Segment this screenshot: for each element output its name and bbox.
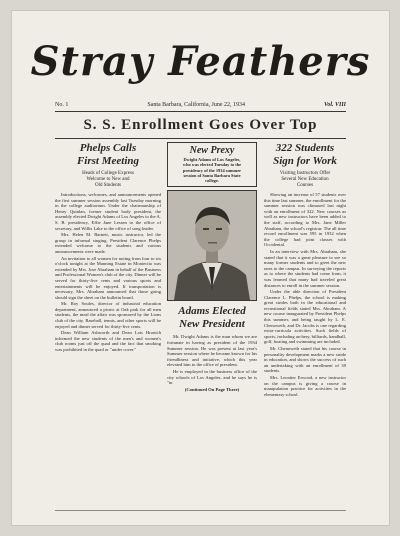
right-title-line: 322 Students	[275, 142, 335, 154]
right-subhead	[264, 171, 346, 189]
box-line: session of Santa Barbara State	[183, 172, 241, 178]
left-title-line: Phelps Calls	[79, 142, 137, 154]
right-subhead-line: Visiting Instructors Offer	[279, 171, 331, 176]
middle-column	[167, 142, 257, 392]
right-paragraph: In an interview with Mrs. Abraham, she stated that it was a great pleasure to see so many former students and to greet the new ones to the campus. In surveying the reports as to where the students had come from, it was learned that many had traveled great distances to enroll in the summer session.	[264, 248, 346, 288]
mid-paragraph: He is employed in the business office of the city schools of Los Angeles, and he says he is "in	[167, 369, 257, 386]
left-paragraph: Introductions, welcomes, and announcements opened the first summer session assembly last Tuesday morning in the college auditorium. Under the chairmanship of Henry Quinlan, former student body president, the assembly elected Dwight Adams of Los Angeles to the A. S. B. presidency, Effie Jane Lessen to the office of secretary, and Willis Lake to the office of song leader.	[55, 192, 161, 231]
right-paragraph: Mr. Chenoweth stated that his course in personality development marks a new stride in education, and shows the success of such an undertaking with an enrollment of 39 students.	[264, 346, 346, 374]
place-date: Santa Barbara, California, June 22, 1934	[147, 102, 245, 108]
right-subhead-line: Several New Education	[281, 177, 329, 182]
right-title-line: Sign for Work	[273, 155, 337, 167]
right-paragraph: Mrs. Leoniter Erwood, a new instructor on the campus is giving a course in manipulation practice for activities in the elementary school.	[264, 375, 346, 397]
bottom-rule	[55, 510, 346, 511]
mid-paragraph: Mr. Dwight Adams is the man whom we are fortunate in having as president of the 1934 Summer session. He was present at last year's Summer session where he became known for his friendliness and initiative, which this year elevated him to the office of president.	[167, 334, 257, 368]
newspaper-page	[12, 11, 389, 525]
left-subhead-line: Welcome to New and	[86, 177, 130, 182]
left-paragraph: Mrs. Helen M. Barnett, music instructor, led the group in informal singing. President Clarence Phelps extended welcome to the students and various announcements were made.	[55, 232, 161, 254]
left-subhead-line: Heads of College Express	[82, 171, 134, 176]
right-column	[264, 142, 346, 398]
photo-caption-title	[167, 305, 257, 331]
portrait-illustration	[168, 191, 256, 300]
masthead: Stray Feathers	[30, 38, 371, 85]
caption-line: New President	[179, 318, 245, 331]
dateline	[55, 99, 346, 112]
continued-note: (Continued On Page Three)	[184, 386, 240, 392]
left-title	[55, 142, 161, 168]
volume-number: Vol. VIII	[323, 102, 346, 108]
left-paragraph: Dean William Ashworth and Dean Lois Hronich informed the new students of the men's and women's club rooms just off the quad and the fact that smoking was prohibited in the quad or "under cover."	[55, 330, 161, 353]
box-line: Dwight Adams of Los Angeles,	[183, 157, 241, 162]
box-body	[172, 157, 252, 183]
right-subhead-line: Courses	[296, 183, 314, 188]
left-column	[55, 142, 161, 354]
box-title: New Prexy	[189, 145, 235, 156]
right-paragraph: Showing an increase of 57 students over this time last summer, the enrollment for the summer session was climaxed last night with an enrollment of 322. New courses as well as new instructors have been added to the staff, according to Mrs. Jane Miller Abraham, the school's registrar. The all time record enrollment was 595 in 1932 when the college had joint classes with Occidental.	[264, 192, 346, 248]
box-line: college.	[205, 178, 219, 184]
box-line: who was elected Tuesday to the	[182, 162, 242, 168]
headline-rule	[55, 138, 346, 139]
left-paragraph: An invitation to all women for noting from four to six o'clock tonight at the Manning Estate in Montecito was extended by Mrs. Jose Abraham in behalf of the Business and Professional Women's club of the city. Dinner will be served for thirty-five cents and various sports and entertainments will be enjoyed. If transportation is necessary, Mrs. Abraham announced that those going should sign the sheet on the bulletin board.	[55, 255, 161, 300]
right-paragraph: Under the able direction of President Clarence L. Phelps, the school is making great strides both in the educational and recreational fields stated Mrs. Abraham. A new course inaugurated by President Phelps this summer, and being taught by L. E. Chenoweth, and Dr. Jacobs is one regarding extra-curricula activities. Such fields of sports, including archery, billiards, handball, golf, boating and swimming are included.	[264, 289, 346, 345]
new-prexy-box	[167, 142, 257, 187]
box-line: presidency of the 1934 summer	[182, 167, 242, 173]
left-subhead-line: Old Students	[95, 183, 121, 188]
left-paragraph: Mr. Roy Soules, director of industrial education department, announced a picnic at Oak park for all men students, the meal the affair was sponsored by the Lions club of the city. Baseball, tennis, and other sports will be enjoyed and dinner served for thirty-five cents.	[55, 301, 161, 329]
caption-line: Adams Elected	[178, 305, 246, 318]
left-title-line: First Meeting	[76, 155, 140, 167]
left-subhead	[55, 171, 161, 189]
right-title	[264, 142, 346, 168]
main-headline: S. S. Enrollment Goes Over Top	[83, 117, 318, 133]
issue-number: No. 1	[55, 102, 69, 108]
portrait-photo	[167, 190, 257, 301]
